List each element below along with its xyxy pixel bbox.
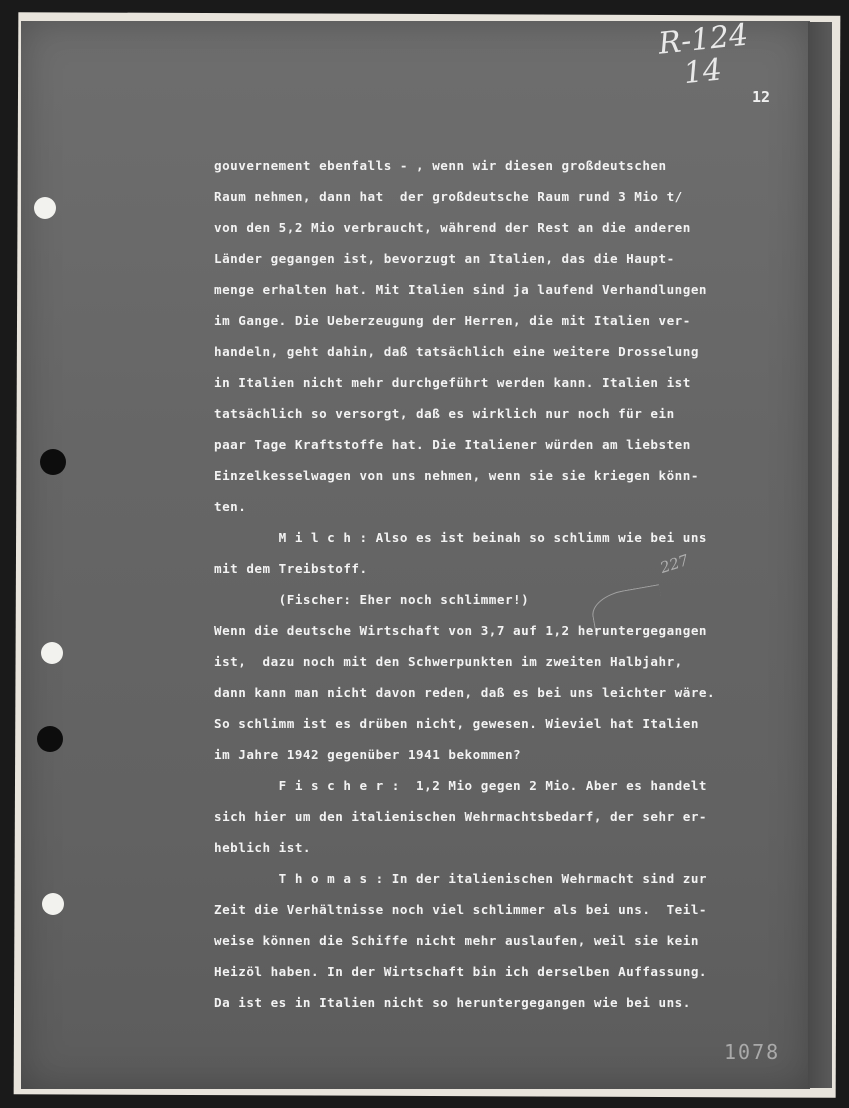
text-line: im Gange. Die Ueberzeugung der Herren, die mit Italien ver- (214, 313, 691, 328)
text-line: heblich ist. (214, 840, 311, 855)
text-line: Heizöl haben. In der Wirtschaft bin ich derselben Auffassung. (214, 964, 708, 979)
text-line: Länder gegangen ist, bevorzugt an Italien, das die Haupt- (214, 251, 675, 266)
text-line: Da ist es in Italien nicht so heruntergegangen wie bei uns. (214, 995, 691, 1010)
text-line: (Fischer: Eher noch schlimmer!) (214, 592, 530, 607)
punch-hole (42, 893, 64, 915)
archive-reference-subnumber: 14 (681, 52, 724, 92)
text-line: Einzelkesselwagen von uns nehmen, wenn sie sie kriegen könn- (214, 468, 699, 483)
text-line: menge erhalten hat. Mit Italien sind ja laufend Verhandlungen (214, 282, 708, 297)
text-line: in Italien nicht mehr durchgeführt werden kann. Italien ist (214, 375, 691, 390)
document-stamp-number: 1078 (724, 1040, 781, 1064)
pencil-annotation: 227 (657, 551, 691, 577)
punch-hole (37, 726, 63, 752)
archive-reference (657, 19, 753, 92)
sheet-edge-shadow (808, 22, 832, 1088)
text-line: M i l c h : Also es ist beinah so schlimm wie bei uns (214, 530, 708, 545)
text-line: sich hier um den italienischen Wehrmachtsbedarf, der sehr er- (214, 809, 708, 824)
text-line: Wenn die deutsche Wirtschaft von 3,7 auf 1,2 heruntergegangen (214, 623, 708, 638)
text-line: Zeit die Verhältnisse noch viel schlimmer als bei uns. Teil- (214, 902, 708, 917)
punch-hole (40, 449, 66, 475)
text-line: T h o m a s : In der italienischen Wehrmacht sind zur (214, 871, 708, 886)
text-line: So schlimm ist es drüben nicht, gewesen. Wieviel hat Italien (214, 716, 699, 731)
punch-hole (41, 642, 63, 664)
archive-reference-code: R-124 (656, 17, 750, 62)
page-number: 12 (752, 88, 771, 106)
text-line: Raum nehmen, dann hat der großdeutsche Raum rund 3 Mio t/ (214, 189, 683, 204)
text-line: ten. (214, 499, 247, 514)
text-line: F i s c h e r : 1,2 Mio gegen 2 Mio. Aber es handelt (214, 778, 708, 793)
text-line: im Jahre 1942 gegenüber 1941 bekommen? (214, 747, 522, 762)
punch-hole (34, 197, 56, 219)
text-line: weise können die Schiffe nicht mehr auslaufen, weil sie kein (214, 933, 699, 948)
text-line: handeln, geht dahin, daß tatsächlich eine weitere Drosselung (214, 344, 699, 359)
text-line: ist, dazu noch mit den Schwerpunkten im zweiten Halbjahr, (214, 654, 683, 669)
text-line: tatsächlich so versorgt, daß es wirklich nur noch für ein (214, 406, 675, 421)
text-line: dann kann man nicht davon reden, daß es bei uns leichter wäre. (214, 685, 716, 700)
text-line: paar Tage Kraftstoffe hat. Die Italiener würden am liebsten (214, 437, 691, 452)
text-line: mit dem Treibstoff. (214, 561, 368, 576)
typed-body-text (214, 150, 794, 1018)
text-line: von den 5,2 Mio verbraucht, während der Rest an die anderen (214, 220, 691, 235)
text-line: gouvernement ebenfalls - , wenn wir diesen großdeutschen (214, 158, 667, 173)
